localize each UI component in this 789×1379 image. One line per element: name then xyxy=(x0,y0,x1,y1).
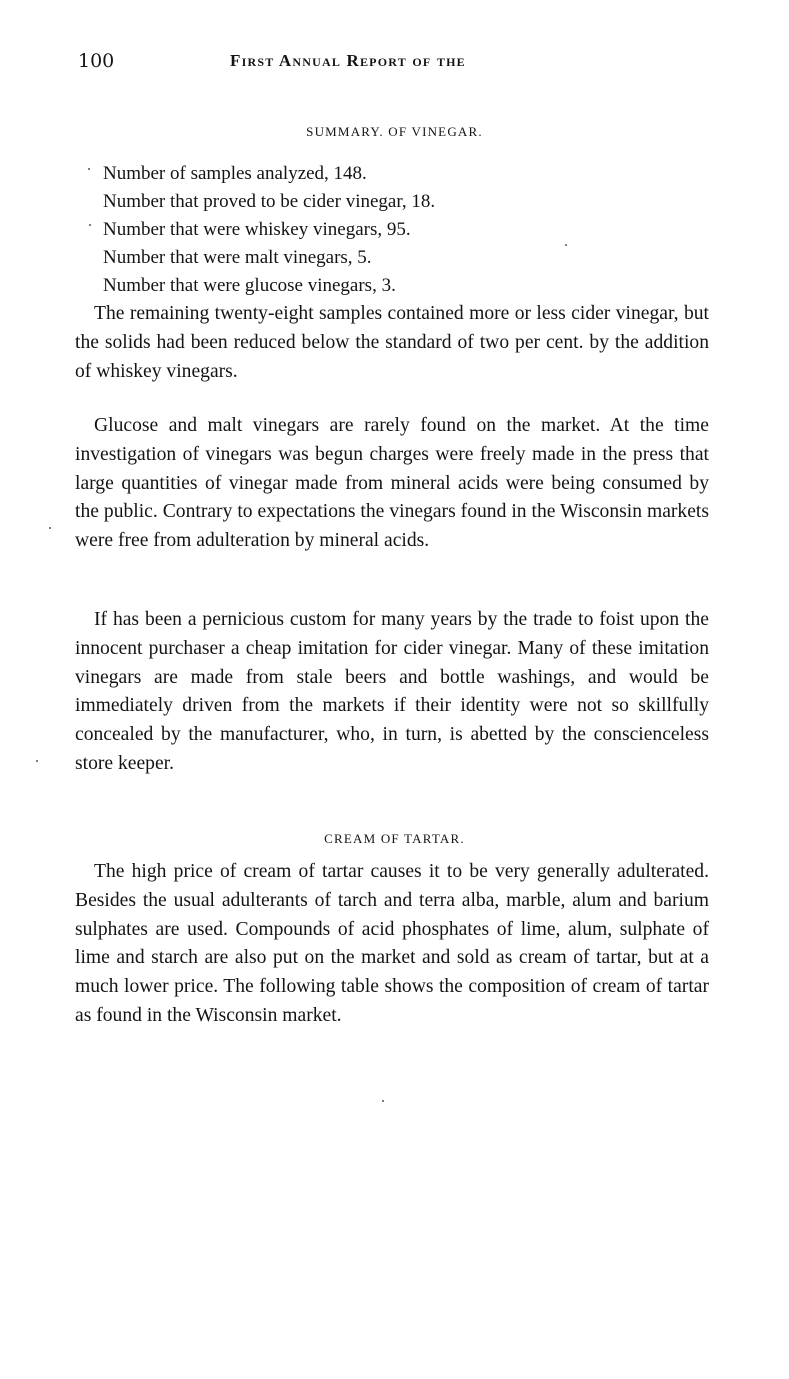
scan-speck xyxy=(49,527,51,529)
scan-speck xyxy=(382,1100,384,1102)
scan-speck xyxy=(36,760,38,762)
list-item: Number that were whiskey vinegars, 95. xyxy=(103,219,411,240)
page-number: 100 xyxy=(78,50,115,72)
section-heading-vinegar: SUMMARY. OF VINEGAR. xyxy=(306,124,483,139)
scan-speck xyxy=(89,224,91,226)
scan-speck xyxy=(565,244,567,246)
list-item: Number that were malt vinegars, 5. xyxy=(103,247,372,268)
section-heading-cream-of-tartar: CREAM OF TARTAR. xyxy=(324,831,465,846)
list-item: Number of samples analyzed, 148. xyxy=(103,163,367,184)
running-head: First Annual Report of the xyxy=(230,51,466,70)
list-item: Number that proved to be cider vinegar, 18. xyxy=(103,191,436,212)
paragraph-glucose-malt: Glucose and malt vinegars are rarely found on the market. At the time investigation of vinegars was begun charges were freely made in the press that large quantities of vinegar made from mineral acids were being consumed by the public. Contrary to expectations the vinegars found in the Wisconsin markets were free from adulteration by mineral acids. xyxy=(75,415,709,552)
paragraph-cream-of-tartar: The high price of cream of tartar causes it to be very generally adulterated. Besides the usual adulterants of tarch and terra alba, marble, alum and barium sulphates are used. Compounds of acid phosphates of lime, alum, sulphate of lime and starch are also put on the market and sold as cream of tartar, but at a much lower price. The following table shows the composition of cream of tartar as found in the Wisconsin market. xyxy=(75,861,709,1026)
paragraph-pernicious-custom: If has been a pernicious custom for many years by the trade to foist upon the innocent purchaser a cheap imitation for cider vinegar. Many of these imitation vinegars are made from stale beers and bottle washings, and would be immediately driven from the markets if their identity were not so skillfully concealed by the manufacturer, who, in turn, is abetted by the conscienceless store keeper. xyxy=(75,609,709,774)
page-header xyxy=(78,50,708,76)
list-item: Number that were glucose vinegars, 3. xyxy=(103,275,396,296)
paragraph-remaining-samples: The remaining twenty-eight samples contained more or less cider vinegar, but the solids had been reduced below the standard of two per cent. by the addition of whiskey vinegars. xyxy=(75,303,709,382)
vinegar-summary-list xyxy=(103,160,703,300)
scan-speck xyxy=(88,168,90,170)
